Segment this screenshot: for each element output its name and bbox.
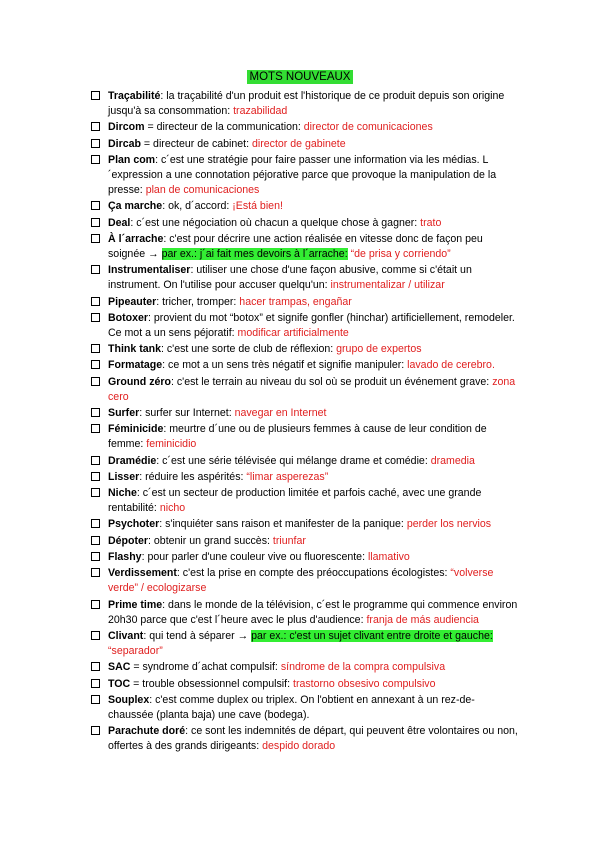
checkbox-icon[interactable] [91, 408, 100, 417]
spanish-translation: “separador” [108, 645, 163, 658]
term: Traçabilité [108, 90, 161, 102]
definition: = directeur de la communication: [144, 121, 304, 134]
definition: : c´est un secteur de production limitée et parfois caché, avec une grande rentabilité: [108, 487, 482, 515]
term: Pipeauter [108, 295, 157, 308]
checkbox-icon[interactable] [91, 155, 100, 164]
definition: : c´est une stratégie pour faire passer une information via les médias. L´expression a une connotation péjorative parce que provoque la manipulation de la presse: [108, 153, 497, 197]
list-item [90, 486, 520, 516]
definition: : c´est une série télévisée qui mélange drame et comédie: [156, 454, 431, 467]
list-item [90, 342, 520, 357]
term: Dircom [108, 121, 145, 134]
checkbox-icon[interactable] [91, 695, 100, 704]
list-item [90, 598, 520, 628]
list-item [90, 375, 520, 405]
definition: : provient du mot “botox” et signife gonfler (hinchar) artificiellement, remodeler. Ce mot a un sens péjoratif: [108, 311, 515, 340]
spanish-translation: despido dorado [262, 740, 336, 753]
definition: : c'est pour décrire une action réalisée en vitesse donc de façon peu soignée → [108, 232, 483, 261]
checkbox-icon[interactable] [91, 218, 100, 227]
spanish-translation: síndrome de la compra compulsiva [280, 661, 446, 674]
checkbox-icon[interactable] [91, 297, 100, 306]
list-item [90, 550, 520, 565]
checkbox-icon[interactable] [91, 456, 100, 465]
checkbox-icon[interactable] [91, 726, 100, 735]
list-item [90, 517, 520, 532]
checkbox-icon[interactable] [91, 313, 100, 322]
checkbox-icon[interactable] [91, 568, 100, 577]
spanish-translation: ¡Está bien! [232, 200, 283, 213]
checkbox-icon[interactable] [91, 424, 100, 433]
spanish-translation: plan de comunicaciones [145, 184, 260, 197]
list-item [90, 216, 520, 231]
list-item [90, 263, 520, 293]
term: À l´arrache [108, 232, 164, 245]
spanish-translation: director de comunicaciones [303, 121, 433, 134]
term: Plan com [108, 153, 156, 166]
definition: : c'est une sorte de club de réflexion: [160, 343, 337, 356]
definition: : qui tend à séparer → [143, 629, 252, 642]
term: Deal [108, 216, 131, 229]
list-item [90, 120, 520, 135]
checkbox-icon[interactable] [91, 600, 100, 609]
definition: : la traçabilité d'un produit est l'historique de ce produit depuis son origine jusqu'à sa consommation: [108, 90, 505, 118]
list-item [90, 660, 520, 675]
definition: = trouble obsessionnel compulsif: [130, 677, 293, 690]
list-item [90, 406, 520, 421]
term: Instrumentaliser [108, 264, 191, 277]
spanish-translation: hacer trampas, engañar [239, 295, 352, 308]
list-item [90, 693, 520, 723]
definition: : c'est comme duplex ou triplex. On l'obtient en annexant à un rez-de-chaussée (planta baja) une cave (bodega). [108, 693, 475, 721]
spanish-translation: lavado de cerebro. [407, 359, 495, 372]
checkbox-icon[interactable] [91, 377, 100, 386]
term: Lisser [108, 470, 140, 483]
definition: : c´est une négociation où chacun a quelque chose à gagner: [130, 216, 421, 229]
spanish-translation: “limar asperezas” [246, 470, 329, 483]
checkbox-icon[interactable] [91, 360, 100, 369]
list-item [90, 534, 520, 549]
term: Formatage [108, 359, 163, 372]
definition: : c'est la prise en compte des préoccupations écologistes: [176, 567, 451, 580]
term: Souplex [108, 693, 150, 706]
definition: : pour parler d'une couleur vive ou fluorescente: [141, 550, 368, 563]
definition: : meurtre d´une ou de plusieurs femmes à cause de leur condition de femme: [108, 423, 487, 451]
list-item [90, 199, 520, 214]
example-highlight: par ex.: j´ai fait mes devoirs à l´arrache: [161, 248, 348, 261]
spanish-translation: trato [420, 216, 442, 229]
checkbox-icon[interactable] [91, 201, 100, 210]
checkbox-icon[interactable] [91, 265, 100, 274]
definition: : tricher, tromper: [156, 295, 240, 308]
list-item [90, 137, 520, 152]
definition: : s'inquiéter sans raison et manifester de la panique: [159, 518, 407, 531]
list-item [90, 232, 520, 262]
checkbox-icon[interactable] [91, 519, 100, 528]
spanish-translation: director de gabinete [252, 137, 346, 150]
term: Dépoter [108, 534, 149, 547]
definition: : ce sont les indemnités de départ, qui peuvent être volontaires ou non, offertes à des grands dirigeants: [108, 725, 518, 753]
spanish-translation: dramedia [430, 454, 475, 467]
word-list [90, 89, 520, 756]
term: Surfer [108, 407, 140, 420]
list-item [90, 724, 520, 754]
spanish-translation: zona cero [108, 375, 516, 403]
spanish-translation: “de prisa y corriendo” [347, 248, 451, 261]
list-item [90, 89, 520, 119]
checkbox-icon[interactable] [91, 472, 100, 481]
definition: : réduire les aspérités: [139, 470, 247, 483]
list-item [90, 470, 520, 485]
list-item [90, 677, 520, 692]
definition: : obtenir un grand succès: [148, 534, 273, 547]
definition: : c'est le terrain au niveau du sol où se produit un événement grave: [170, 375, 493, 388]
spanish-translation: instrumentalizar / utilizar [330, 279, 445, 292]
spanish-translation: llamativo [367, 550, 410, 563]
checkbox-icon[interactable] [91, 552, 100, 561]
term: Botoxer [108, 311, 149, 324]
list-item [90, 153, 520, 199]
term: Clivant [108, 629, 144, 642]
list-item [90, 295, 520, 310]
term: Ground zéro [108, 375, 171, 388]
checkbox-icon[interactable] [91, 536, 100, 545]
spanish-translation: nicho [159, 502, 186, 515]
term: Verdissement [108, 567, 177, 580]
checkbox-icon[interactable] [91, 234, 100, 243]
list-item [90, 422, 520, 452]
spanish-translation: trazabilidad [233, 105, 288, 118]
spanish-translation: grupo de expertos [336, 343, 422, 356]
term: TOC [108, 677, 131, 690]
checkbox-icon[interactable] [91, 91, 100, 100]
spanish-translation: trastorno obsesivo compulsivo [293, 677, 436, 690]
checkbox-icon[interactable] [91, 679, 100, 688]
checkbox-icon[interactable] [91, 662, 100, 671]
checkbox-icon[interactable] [91, 122, 100, 131]
list-item [90, 629, 520, 659]
definition: : dans le monde de la télévision, c´est le programme qui commence environ 20h30 parce que c'est l´heure avec le plus d'audience: [108, 598, 518, 626]
spanish-translation: navegar en Internet [234, 407, 327, 420]
definition: : utiliser une chose d'une façon abusive, comme si c'était un instrument. On l'utilise pour accuser quelqu'un: [108, 264, 472, 292]
list-item [90, 358, 520, 373]
checkbox-icon[interactable] [91, 344, 100, 353]
spanish-translation: perder los nervios [406, 518, 492, 531]
list-item [90, 454, 520, 469]
checkbox-icon[interactable] [91, 139, 100, 148]
document-title [0, 70, 600, 84]
list-item [90, 566, 520, 596]
term: Prime time [108, 598, 163, 611]
term: SAC [108, 661, 131, 674]
term: Dramédie [108, 454, 157, 467]
term: Niche [108, 487, 137, 500]
term: Think tank [108, 343, 161, 356]
title-highlight: MOTS NOUVEAUX [247, 70, 354, 84]
term: Féminicide [108, 423, 164, 436]
example-highlight: par ex.: c'est un sujet clivant entre droite et gauche: [251, 629, 493, 642]
spanish-translation: triunfar [272, 534, 306, 547]
definition: = directeur de cabinet: [140, 137, 252, 150]
checkbox-icon[interactable] [91, 631, 100, 640]
definition: : ce mot a un sens très négatif et signifie manipuler: [162, 359, 408, 372]
spanish-translation: modificar artificialmente [237, 327, 349, 340]
spanish-translation: feminicidio [146, 438, 197, 451]
definition: : surfer sur Internet: [139, 407, 235, 420]
list-item [90, 311, 520, 341]
term: Psychoter [108, 518, 160, 531]
term: Dircab [108, 137, 141, 150]
checkbox-icon[interactable] [91, 488, 100, 497]
term: Parachute doré [108, 725, 186, 738]
term: Flashy [108, 550, 142, 563]
definition: = syndrome d´achat compulsif: [130, 661, 281, 674]
spanish-translation: “volverse verde” / ecologizarse [108, 567, 494, 595]
term: Ça marche [108, 200, 163, 213]
definition: : ok, d´accord: [162, 200, 233, 213]
spanish-translation: franja de más audiencia [366, 613, 479, 626]
